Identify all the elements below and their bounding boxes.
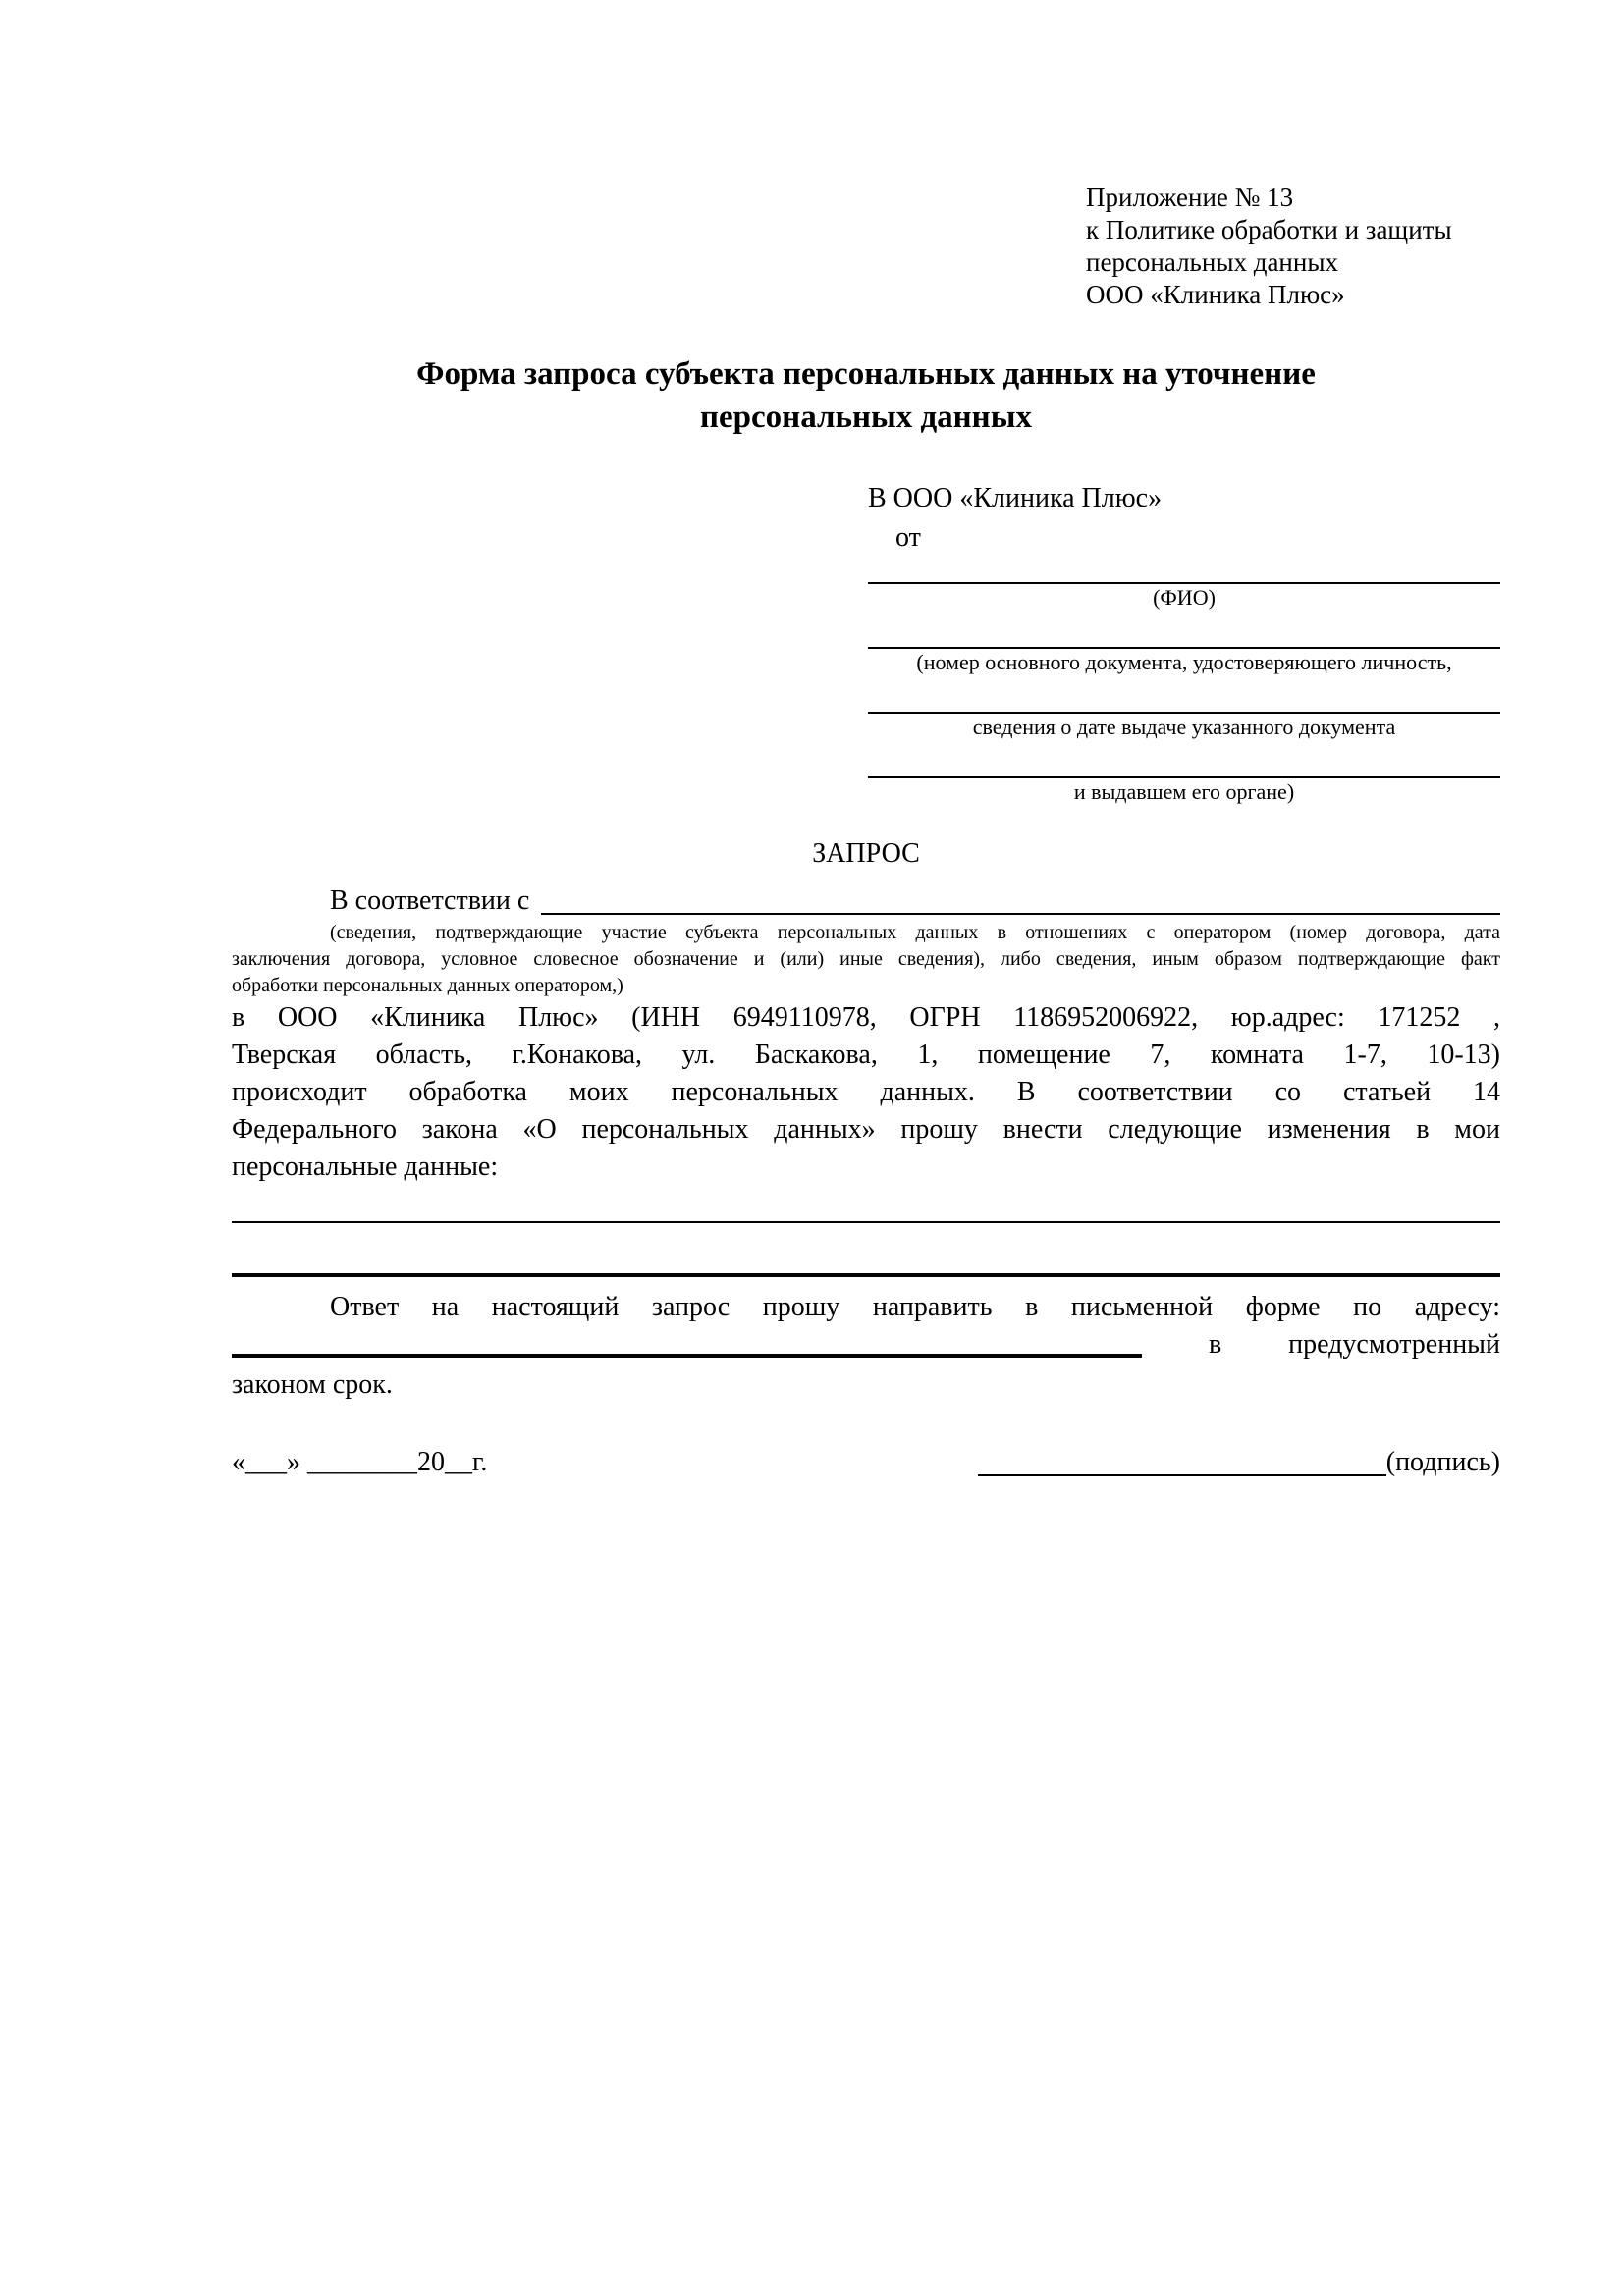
addressee-from-label: от — [895, 522, 921, 553]
reply-word-v: в — [1208, 1329, 1222, 1360]
date-placeholder: «___» ________20__г. — [232, 1447, 488, 1477]
request-heading: ЗАПРОС — [812, 838, 920, 869]
reply-closing: законом срок. — [232, 1369, 393, 1400]
document-title — [232, 352, 1500, 439]
reply-sentence: Ответ на настоящий запрос прошу направить в письменной форме по адресу: — [330, 1292, 1500, 1322]
fill-in-line-address — [232, 1328, 1142, 1358]
grounds-note-line: заключения договора, условное словесное обозначение и (или) иные сведения), либо сведения, иным образом подтверждающие факт — [232, 948, 1500, 970]
grounds-note — [232, 920, 1500, 999]
document-title-line: персональных данных — [700, 400, 1032, 435]
field-document-number — [868, 619, 1500, 676]
appendix-line: к Политике обработки и защиты — [1086, 215, 1452, 244]
fill-in-line-issuing-authority — [868, 749, 1500, 778]
appendix-line: ООО «Клиника Плюс» — [1086, 280, 1345, 309]
document-title-line: Форма запроса субъекта персональных данных на уточнение — [416, 356, 1316, 392]
fill-in-line-grounds — [541, 882, 1500, 915]
appendix-block — [1086, 182, 1500, 311]
fill-in-line-signature — [978, 1447, 1386, 1476]
addressee-block — [868, 482, 1500, 806]
field-issue-date — [868, 684, 1500, 741]
grounds-note-line: (сведения, подтверждающие участие субъекта персональных данных в отношениях с оператором (номер договора, дата — [330, 922, 1500, 943]
request-body-line: Тверская область, г.Конакова, ул. Баскакова, 1, помещение 7, комната 1-7, 10-13) — [232, 1040, 1500, 1070]
field-caption-issue-date: сведения о дате выдаче указанного документа — [972, 715, 1396, 739]
signature-caption: (подпись) — [1385, 1447, 1500, 1477]
field-caption-issuing-authority: и выдавшем его органе) — [1073, 779, 1295, 804]
signature-row — [232, 1444, 1500, 1481]
fill-in-line-document-number — [868, 619, 1500, 649]
field-fio — [868, 555, 1500, 612]
opening-row — [232, 882, 1500, 920]
request-body-line: Федерального закона «О персональных данных» прошу внести следующие изменения в мои — [232, 1114, 1500, 1145]
field-issuing-authority — [868, 749, 1500, 806]
grounds-note-line: обработки персональных данных оператором,) — [232, 975, 623, 996]
field-caption-fio: (ФИО) — [1153, 585, 1216, 610]
request-body-line: персональные данные: — [232, 1151, 499, 1182]
signature-area — [978, 1444, 1500, 1481]
request-body-line: в ООО «Клиника Плюс» (ИНН 6949110978, ОГРН 1186952006922, юр.адрес: 171252 , — [232, 1002, 1500, 1033]
reply-word-predusmotrenny: предусмотренный — [1288, 1329, 1500, 1360]
appendix-line: персональных данных — [1086, 247, 1338, 277]
field-caption-document-number: (номер основного документа, удостоверяющего личность, — [916, 650, 1452, 674]
fill-in-line-changes-1 — [232, 1186, 1500, 1223]
appendix-line: Приложение № 13 — [1086, 183, 1294, 212]
opening-prefix: В соответствии с — [330, 885, 530, 916]
addressee-to: В ООО «Клиника Плюс» — [868, 483, 1163, 513]
fill-in-line-changes-2 — [232, 1223, 1500, 1277]
fill-in-line-issue-date — [868, 684, 1500, 714]
request-body-line: происходит обработка моих персональных данных. В соответствии со статьей 14 — [232, 1077, 1500, 1107]
request-body — [232, 999, 1500, 1186]
reply-address-row — [232, 1326, 1500, 1363]
fill-in-line-fio — [868, 555, 1500, 584]
